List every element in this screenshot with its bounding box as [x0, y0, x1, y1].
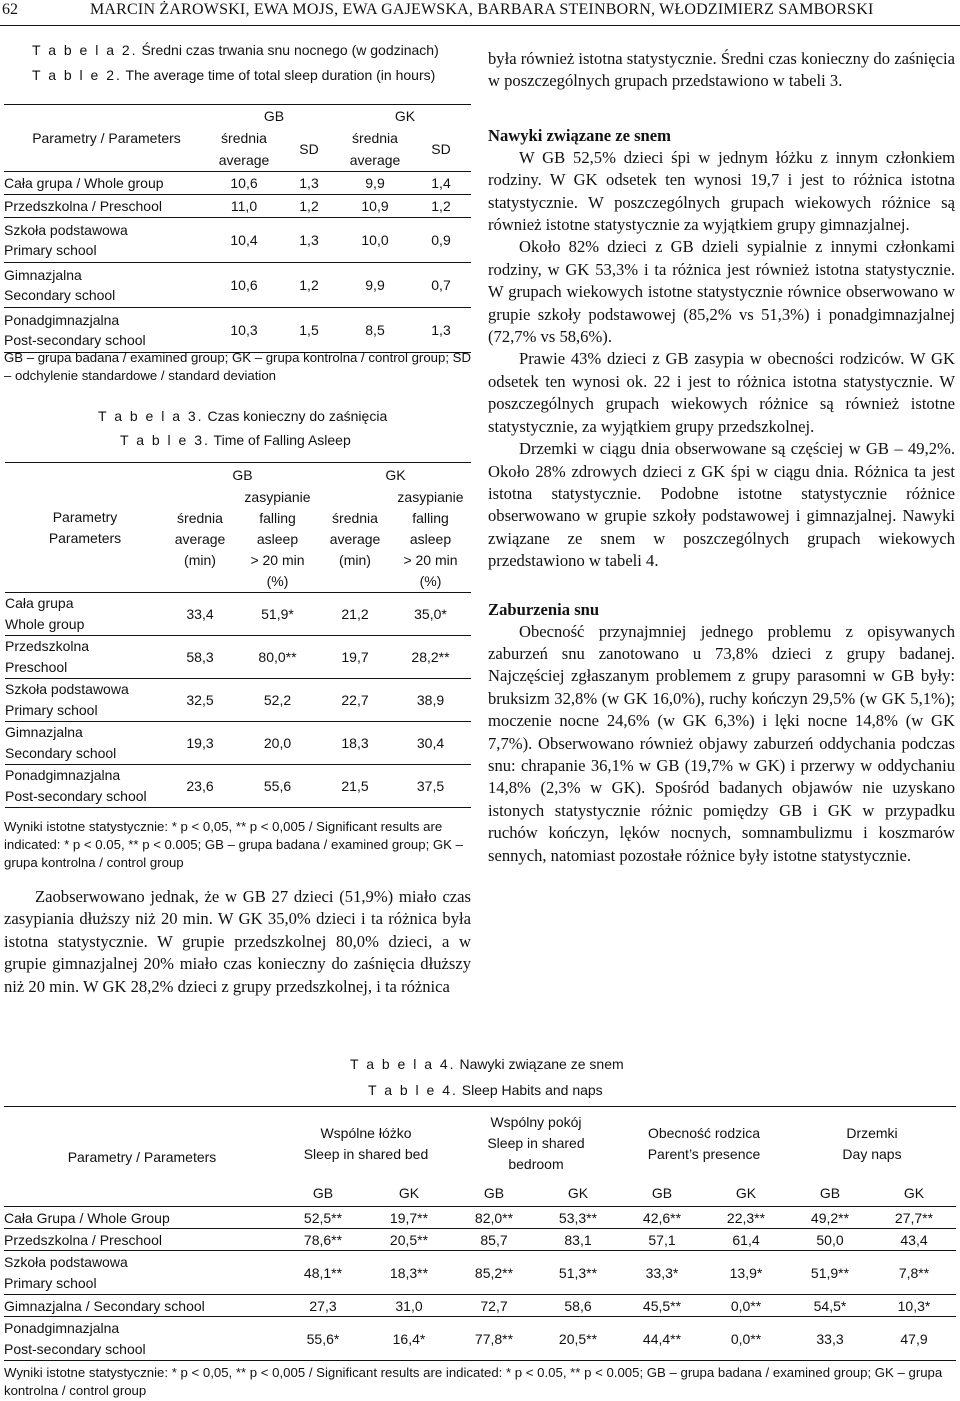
table-cell: 31,0 [395, 1297, 423, 1314]
table-cell: 10,0 [361, 232, 389, 248]
table-cell: 20,5** [389, 1231, 429, 1248]
table-row [5, 679, 471, 722]
table4-caption-pl [350, 1056, 624, 1072]
param-header: Parametry / Parameters [32, 130, 181, 146]
mean-l2: average [329, 530, 381, 547]
row-label [5, 636, 165, 679]
table-cell: 22,3** [726, 1209, 766, 1226]
left-column-text [4, 886, 471, 998]
row-label-en: Whole group [5, 616, 85, 632]
caption-prefix: T a b l e 2. [32, 67, 122, 83]
table-cell: 52,5** [303, 1209, 343, 1226]
table-cell: 51,3** [558, 1264, 598, 1281]
col-l1: Obecność rodzica [647, 1124, 761, 1141]
table-row [4, 1207, 956, 1229]
mean-header [320, 487, 390, 593]
mean-l2: average [174, 530, 226, 547]
table-cell: 0,0** [730, 1297, 762, 1314]
row-label-en: Post-secondary school [4, 332, 146, 348]
caption-text: Nawyki związane ze snem [459, 1056, 624, 1072]
table-cell: 10,3 [230, 322, 258, 338]
fall-l5: (%) [419, 572, 442, 589]
right-column-text [488, 48, 955, 867]
table-cell: 10,9 [361, 198, 389, 214]
table-cell: 43,4 [900, 1231, 928, 1248]
table-cell: 9,9 [365, 175, 385, 191]
table-cell: 38,9 [416, 692, 445, 708]
row-label-en: Secondary school [4, 287, 116, 303]
mean-header-en: average [218, 152, 270, 168]
table-cell: 18,3** [389, 1264, 429, 1281]
table-cell: 16,4* [392, 1330, 426, 1347]
fall-l4: > 20 min [250, 551, 305, 568]
table-cell: 10,6 [230, 175, 258, 191]
table-cell: 20,5** [558, 1330, 598, 1347]
mean-header: średnia [352, 130, 398, 146]
table-cell: 21,2 [341, 606, 369, 622]
sleep-habits-table [4, 1106, 956, 1361]
col-l2: Sleep in shared [487, 1135, 585, 1152]
table-cell: 21,5 [341, 778, 369, 794]
mean-l3: (min) [339, 551, 371, 568]
row-label: Cała Grupa / Whole Group [4, 1209, 170, 1226]
caption-text: The average time of total sleep duration (in hours) [125, 67, 436, 83]
col-shared-bedroom [452, 1107, 620, 1181]
row-label: Przedszkolna / Preschool [4, 198, 162, 214]
row-label [4, 1251, 280, 1295]
table4-caption-en [368, 1082, 603, 1098]
table-cell: 8,5 [365, 322, 385, 338]
table-cell: 82,0** [474, 1209, 514, 1226]
table-cell: 48,1** [303, 1264, 343, 1281]
falling-asleep-table [5, 462, 471, 808]
table-cell: 78,6** [303, 1231, 343, 1248]
param-pl: Parametry [52, 508, 118, 525]
running-header-authors: MARCIN ŻAROWSKI, EWA MOJS, EWA GAJEWSKA, BARBARA STEINBORN, WŁODZIMIERZ SAMBORSKI [90, 1, 874, 18]
table-cell: 7,8** [898, 1264, 930, 1281]
gb-header: GB [312, 1185, 334, 1202]
table-cell: 9,9 [365, 277, 385, 293]
table-cell: 11,0 [230, 198, 258, 214]
table-cell: 33,3 [816, 1330, 844, 1347]
paragraph: Obecność przynajmniej jednego problemu z opisywanych zaburzeń snu zanotowano u 73,8% dzieci z grupy badanej. Najczęściej zgłaszanym problemem z grupy parasomni w GB były: bruksizm 32,8% (w GK 16,0%), ruchy kończyn 29,5% (w GK 5,1%); moczenie nocne 24,6% (w GK 6,3%) i lęki nocne 14,8% (w GK 7,7%). Obserwowano również objawy zaburzeń oddychania podczas snu: chrapanie 36,1% w GB (19,7% w GK) i przerwy w oddychaniu 14,8% (2,3% w GK). Spośród badanych objawów nie uzyskano istonych statystycznie różnic pomiędzy GB i GK w przypadku ruchów kończyn, lęków nocnych, somnambulizmu i koszmarów sennych, natomiast pozostałe różnice były istotne statystycznie. [488, 621, 955, 865]
row-label [5, 593, 165, 636]
col-l1: Wspólne łóżko [320, 1124, 412, 1141]
table-cell: 0,7 [431, 277, 451, 293]
falling-header [235, 487, 320, 593]
table-cell: 1,4 [431, 175, 451, 191]
table-cell: 42,6** [642, 1209, 682, 1226]
param-header: Parametry / Parameters [67, 1148, 217, 1165]
table-cell: 44,4** [642, 1330, 682, 1347]
gb-header: GB [651, 1185, 673, 1202]
table-cell: 51,9** [810, 1264, 850, 1281]
col-parent-presence [620, 1107, 788, 1181]
table-cell: 47,9 [900, 1330, 928, 1347]
table-row [4, 263, 471, 308]
table4-note: Wyniki istotne statystycznie: * p < 0,05, ** p < 0,005 / Significant results are indicated: * p < 0.05, ** p < 0.005; GB – grupa badana / examined group; GK – grupa kontrolna / control group [4, 1365, 943, 1398]
table-cell: 37,5 [416, 778, 445, 794]
gb-header: GB [819, 1185, 841, 1202]
col-l2: Day naps [842, 1145, 902, 1162]
table-cell: 55,6 [263, 778, 292, 794]
mean-l3: (min) [184, 551, 216, 568]
table-cell: 0,9 [431, 232, 451, 248]
row-label [4, 1317, 280, 1361]
table-cell: 53,3** [558, 1209, 598, 1226]
sd-header: SD [299, 141, 319, 157]
row-label-pl: Gimnazjalna [5, 724, 83, 740]
col-l3: bedroom [508, 1156, 564, 1173]
row-label-pl: Przedszkolna [5, 638, 90, 654]
fall-l4: > 20 min [403, 551, 458, 568]
table2-caption-pl [32, 42, 439, 58]
table-row [5, 636, 471, 679]
table-cell: 50,0 [816, 1231, 844, 1248]
paragraph: W GB 52,5% dzieci śpi w jednym łóżku z innym członkiem rodziny. W GK odsetek ten wynosi 19,7 i jest to różnica istotna statystycznie. W poszczególnych grupach wiekowych różnice są również istotne statystycznie za wyjątkiem grupy gimnazjalnej. [488, 147, 955, 235]
table-cell: 10,4 [230, 232, 258, 248]
table-cell: 20,0 [263, 735, 292, 751]
row-label [5, 679, 165, 722]
param-en: Parameters [48, 529, 122, 546]
table2-caption-en [32, 67, 435, 83]
table-row [4, 218, 471, 263]
table-row [5, 722, 471, 765]
gb-header: GB [483, 1185, 505, 1202]
table-row [4, 195, 471, 218]
table-row [4, 1295, 956, 1317]
row-label [4, 263, 209, 308]
table-cell: 30,4 [416, 735, 445, 751]
caption-text: Czas konieczny do zaśnięcia [207, 408, 388, 424]
row-label: Cała grupa / Whole group [4, 175, 164, 191]
col-l1: Wspólny pokój [490, 1114, 582, 1131]
caption-text: Time of Falling Asleep [213, 432, 351, 448]
table-row [4, 308, 471, 353]
table-cell: 28,2** [411, 649, 450, 665]
table-cell: 33,3* [645, 1264, 679, 1281]
running-header [0, 0, 960, 24]
header-rule [0, 25, 960, 26]
table2-note: GB – grupa badana / examined group; GK – grupa kontrolna / control group; SD – odchylenie standardowe / standard deviation [4, 350, 471, 383]
row-label-en: Primary school [5, 702, 98, 718]
sd-header: SD [431, 141, 451, 157]
mean-l1: średnia [332, 509, 378, 526]
table-cell: 57,1 [648, 1231, 676, 1248]
fall-l1: zasypianie [397, 488, 464, 505]
row-label: Gimnazjalna / Secondary school [4, 1297, 205, 1314]
falling-header [390, 487, 471, 593]
table-cell: 19,7** [389, 1209, 429, 1226]
gk-header: GK [735, 1185, 757, 1202]
table-cell: 18,3 [341, 735, 369, 751]
table-row [5, 593, 471, 636]
table3-note: Wyniki istotne statystycznie: * p < 0,05, ** p < 0,005 / Significant results are indicated: * p < 0.05, ** p < 0.005; GB – grupa badana / examined group; GK – grupa kontrolna / control group [4, 819, 463, 870]
page-number: 62 [2, 1, 18, 18]
row-label-pl: Szkoła podstawowa [4, 222, 128, 238]
mean-header: średnia [221, 130, 267, 146]
table-cell: 55,6* [306, 1330, 340, 1347]
table-cell: 77,8** [474, 1330, 514, 1347]
mean-header [165, 487, 235, 593]
group-gb: GB [232, 466, 253, 483]
table-cell: 51,9* [261, 606, 294, 622]
caption-prefix: T a b e l a 4. [350, 1056, 456, 1072]
table-cell: 13,9* [729, 1264, 763, 1281]
row-label [5, 765, 165, 808]
col-l2: Parent’s presence [647, 1145, 761, 1162]
section-heading: Nawyki związane ze snem [488, 125, 671, 145]
section-heading: Zaburzenia snu [488, 599, 600, 619]
group-gk: GK [394, 108, 416, 124]
table-cell: 52,2 [263, 692, 292, 708]
table-row [4, 1229, 956, 1251]
table-cell: 35,0* [414, 606, 447, 622]
table-cell: 19,3 [186, 735, 214, 751]
caption-text: Sleep Habits and naps [461, 1082, 603, 1098]
table-cell: 72,7 [480, 1297, 508, 1314]
row-label [4, 218, 209, 263]
table-cell: 85,7 [480, 1231, 508, 1248]
table-cell: 49,2** [810, 1209, 850, 1226]
table-cell: 54,5* [813, 1297, 847, 1314]
row-label [5, 722, 165, 765]
caption-prefix: T a b l e 4. [368, 1082, 458, 1098]
group-gk: GK [385, 466, 406, 483]
table-cell: 61,4 [732, 1231, 760, 1248]
fall-l3: asleep [409, 530, 452, 547]
row-label-pl: Ponadgimnazjalna [4, 1319, 120, 1336]
table-cell: 80,0** [258, 649, 297, 665]
table-cell: 27,7** [894, 1209, 934, 1226]
row-label-en: Secondary school [5, 745, 117, 761]
gk-header: GK [567, 1185, 589, 1202]
fall-l1: zasypianie [244, 488, 311, 505]
row-label-en: Preschool [5, 659, 68, 675]
table-cell: 85,2** [474, 1264, 514, 1281]
param-header [5, 463, 165, 593]
row-label-pl: Ponadgimnazjalna [4, 312, 120, 328]
table-cell: 1,3 [299, 175, 319, 191]
table-cell: 1,5 [299, 322, 319, 338]
table-cell: 27,3 [309, 1297, 337, 1314]
table-row [4, 1317, 956, 1361]
paragraph: Prawie 43% dzieci z GB zasypia w obecności rodziców. W GK odsetek ten wynosi ok. 22 i jest to różnica istotna statystycznie. W poszczególnych grupach wiekowych różnice są również istotne statystycznie, za wyjątkiem grupy przedszkolnej. [488, 349, 955, 436]
table-cell: 1,2 [299, 198, 319, 214]
table-cell: 1,3 [299, 232, 319, 248]
table-cell: 58,6 [564, 1297, 592, 1314]
table-row [4, 172, 471, 195]
table-cell: 22,7 [341, 692, 369, 708]
row-label-pl: Szkoła podstawowa [4, 1253, 128, 1270]
mean-header-en: average [349, 152, 401, 168]
paragraph: Drzemki w ciągu dnia obserwowane są częściej w GB – 49,2%. Około 28% zdrowych dzieci z GK śpi w ciągu dnia. Różnica ta jest istotna statystycznie. Podobne istotne statystycznie różnice obserwowano w grupie szkoły podstawowej i gimnazjalnej. Nawyki związane ze snem w poszczególnych grupach wiekowych przedstawiono w tabeli 4. [488, 439, 955, 571]
sleep-duration-table [4, 104, 471, 353]
paragraph: Zaobserwowano jednak, że w GB 27 dzieci (51,9%) miało czas zasypiania dłuższy niż 20 min. W GK 35,0% dzieci i ta różnica była istotna statystycznie. W grupie przedszkolnej 80,0% dzieci, a w grupie gimnazjalnej 20% miało czas konieczny do zaśnięcia dłuższy niż 20 min. W GK 28,2% dzieci z grupy przedszkolnej, i ta różnica [4, 887, 471, 996]
col-l2: Sleep in shared bed [303, 1145, 429, 1162]
table-cell: 23,6 [186, 778, 214, 794]
table-cell: 1,2 [299, 277, 319, 293]
table-row [4, 1251, 956, 1295]
row-label-pl: Ponadgimnazjalna [5, 767, 121, 783]
paragraph: była również istotna statystycznie. Średni czas konieczny do zaśnięcia w poszczególnych grupach przedstawiono w tabeli 3. [488, 49, 955, 91]
table-cell: 1,3 [431, 322, 451, 338]
col-l1: Drzemki [846, 1124, 898, 1141]
table-cell: 1,2 [431, 198, 451, 214]
group-gb: GB [263, 108, 285, 124]
table3-caption-en [120, 432, 351, 448]
table-cell: 45,5** [642, 1297, 682, 1314]
row-label-pl: Szkoła podstawowa [5, 681, 129, 697]
caption-prefix: T a b l e 3. [120, 432, 210, 448]
fall-l2: falling [259, 509, 296, 526]
row-label-en: Post-secondary school [4, 1340, 146, 1357]
table-cell: 0,0** [730, 1330, 762, 1347]
row-label-en: Primary school [4, 242, 97, 258]
table-cell: 10,3* [897, 1297, 931, 1314]
row-label-pl: Cała grupa [5, 595, 74, 611]
col-shared-bed [280, 1107, 452, 1181]
table-cell: 19,7 [341, 649, 369, 665]
caption-prefix: T a b e l a 2. [32, 42, 138, 58]
fall-l3: asleep [256, 530, 299, 547]
table-cell: 58,3 [186, 649, 214, 665]
table-cell: 32,5 [186, 692, 214, 708]
row-label-en: Post-secondary school [5, 788, 147, 804]
fall-l5: (%) [266, 572, 289, 589]
col-day-naps [788, 1107, 956, 1181]
row-label [4, 308, 209, 353]
table3-caption-pl [98, 408, 387, 424]
table-cell: 83,1 [564, 1231, 592, 1248]
row-label-pl: Gimnazjalna [4, 267, 82, 283]
row-label-en: Primary school [4, 1274, 97, 1291]
gk-header: GK [398, 1185, 420, 1202]
gk-header: GK [903, 1185, 925, 1202]
caption-text: Średni czas trwania snu nocnego (w godzinach) [141, 42, 439, 58]
paragraph: Około 82% dzieci z GB dzieli sypialnie z innymi członkami rodziny, w GK 53,3% i ta różnica jest również istotna statystycznie. W grupach wiekowych istotne statystycznie równice obserwowano w grupie szkoły podstawowej (85,2% vs 51,3%) i ponadgimnazjalnej (72,7% vs 58,6%). [488, 237, 955, 347]
mean-l1: średnia [177, 509, 223, 526]
fall-l2: falling [412, 509, 449, 526]
table-cell: 33,4 [186, 606, 214, 622]
table-cell: 10,6 [230, 277, 258, 293]
table-row [5, 765, 471, 808]
row-label: Przedszkolna / Preschool [4, 1231, 162, 1248]
caption-prefix: T a b e l a 3. [98, 408, 204, 424]
